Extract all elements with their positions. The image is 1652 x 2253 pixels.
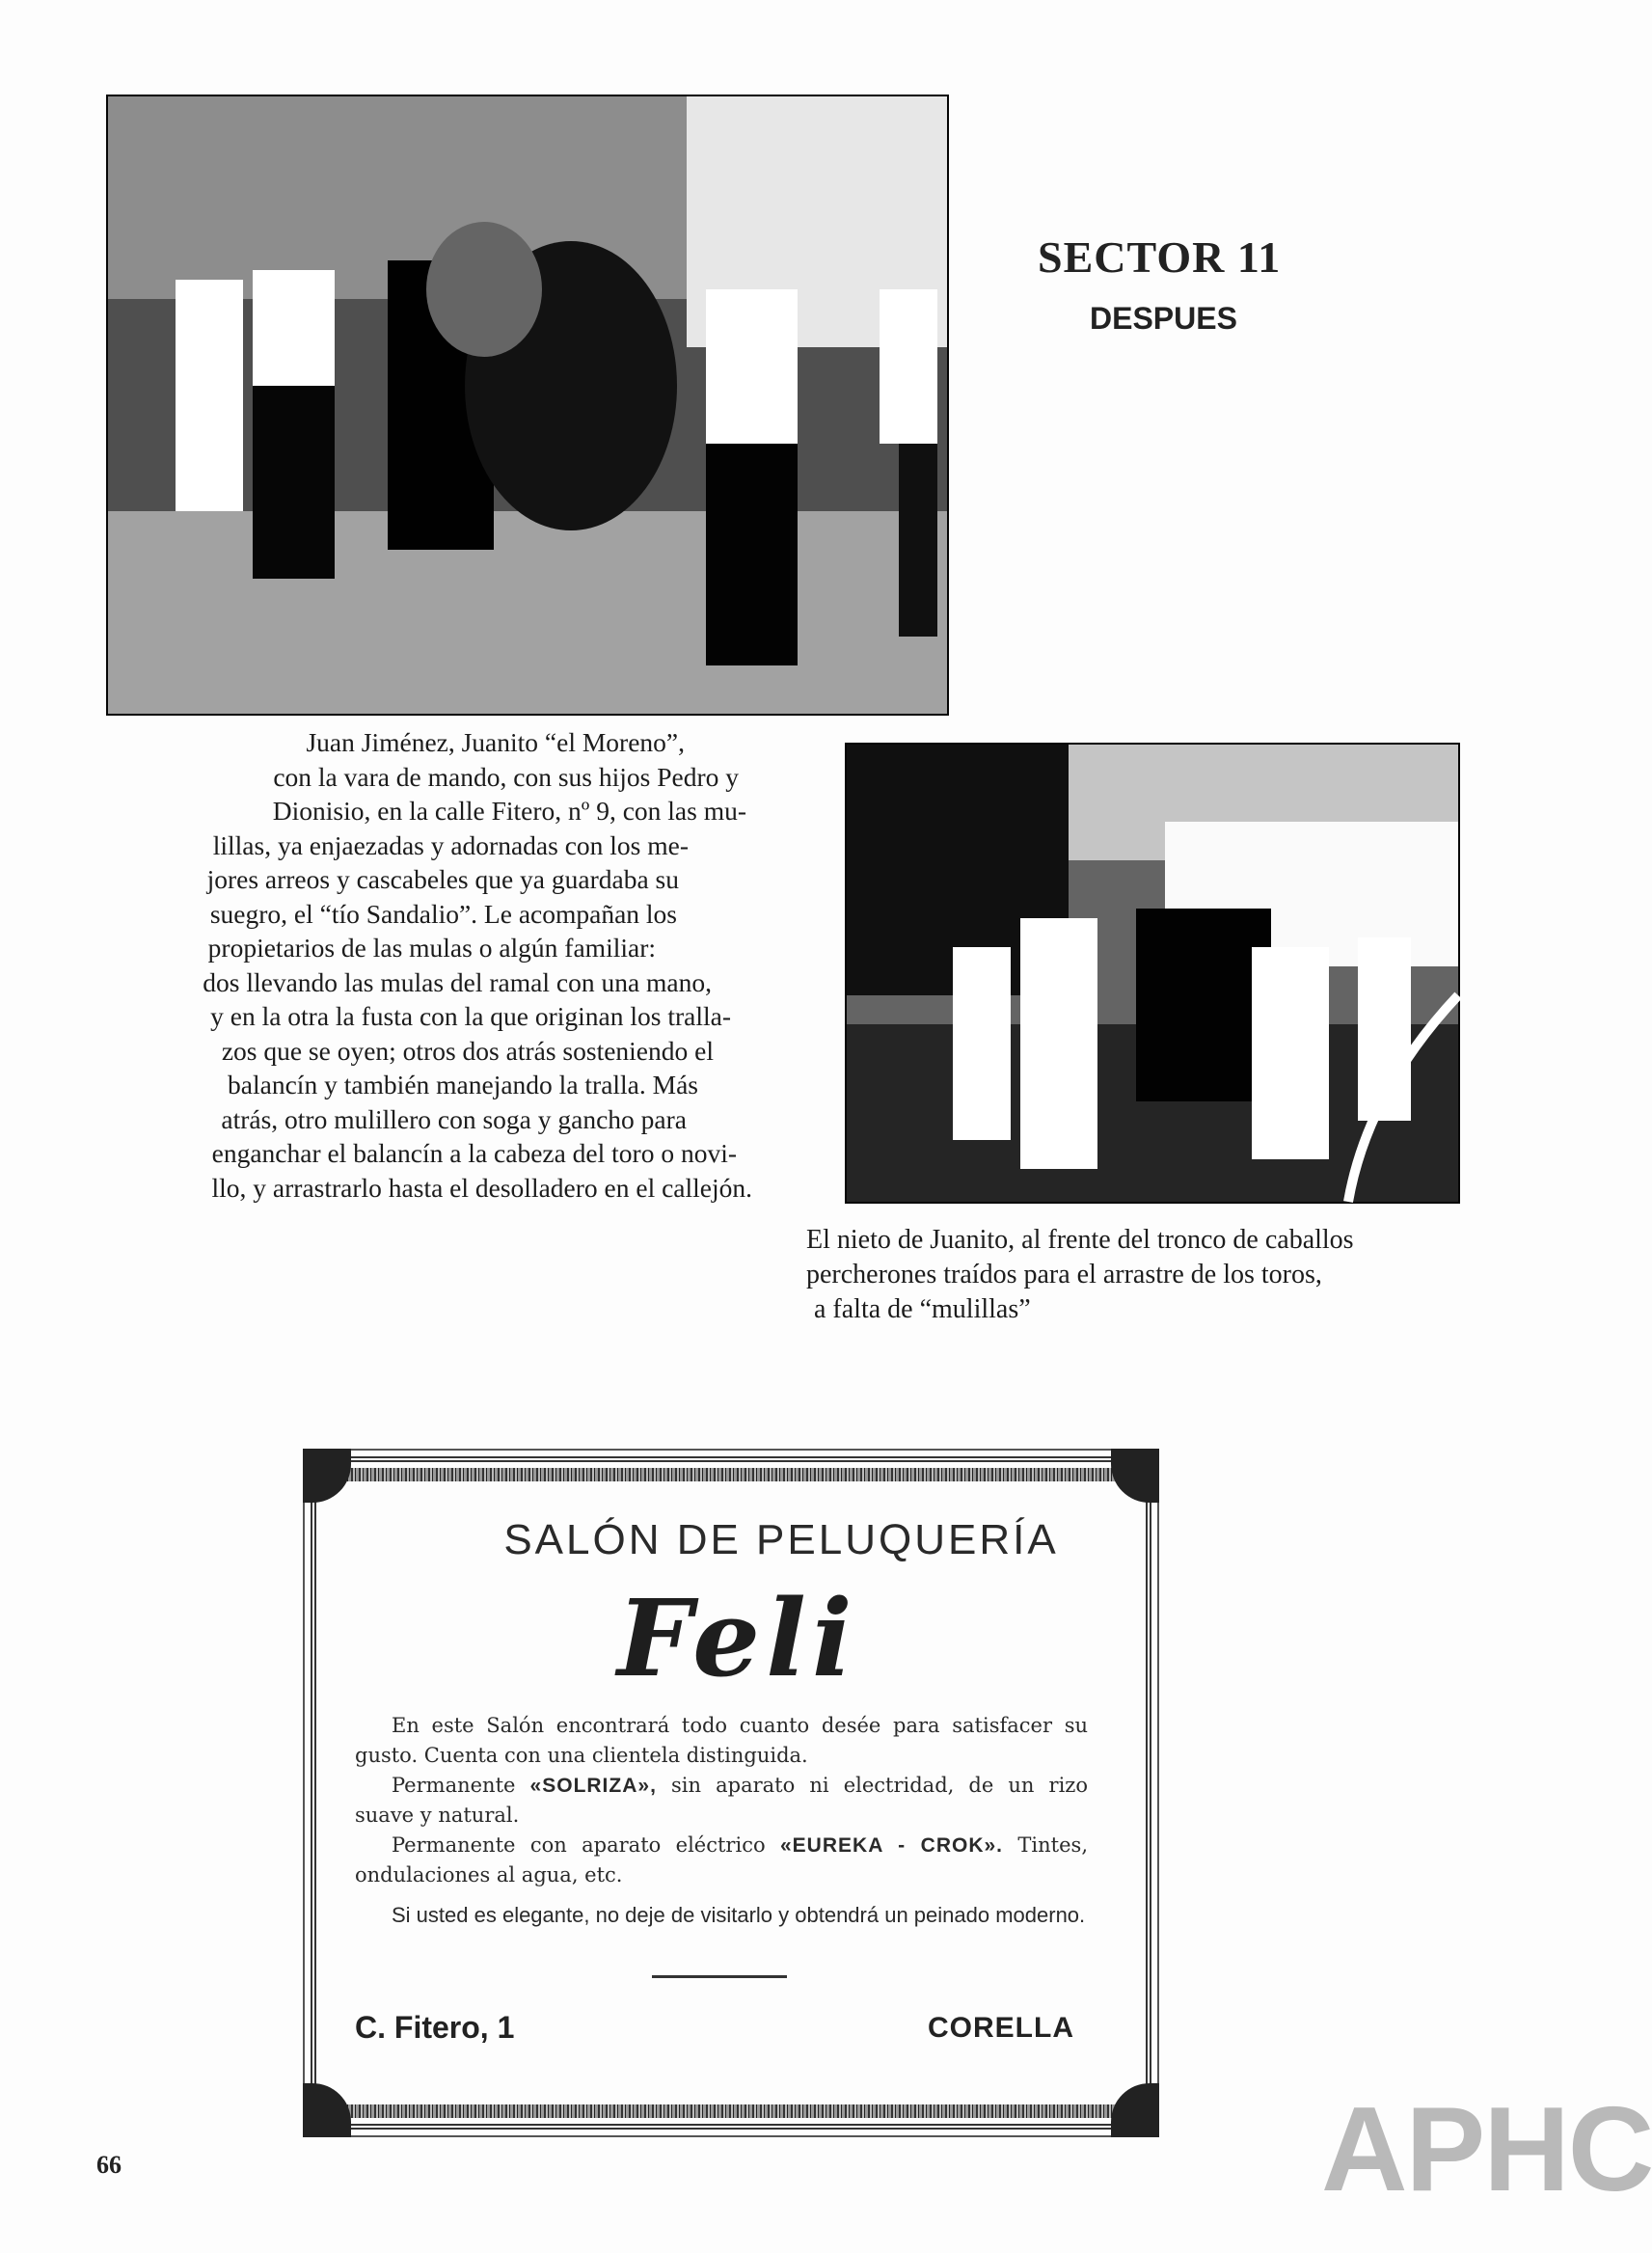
caption-line: percherones traídos para el arrastre de los toros, xyxy=(806,1260,1322,1289)
ad-paragraph xyxy=(355,1771,1088,1831)
ad-text: sin aparato ni electridad, de un rizo suave y natural. xyxy=(355,1774,1089,1827)
ad-top-border xyxy=(336,1468,1126,1481)
photo-mules-juanito-el-moreno xyxy=(106,95,949,716)
ad-heading: SALÓN DE PELUQUERÍA xyxy=(503,1516,1059,1563)
ad-brand-eureka-crok: «EUREKA - CROK». xyxy=(780,1834,1004,1857)
caption-line: suegro, el “tío Sandalio”. Le acompañan los xyxy=(209,898,677,929)
caption-line: llo, y arrastrarlo hasta el desolladero en el callejón. xyxy=(211,1172,752,1203)
caption-line: dos llevando las mulas del ramal con una mano, xyxy=(203,966,712,997)
sector-subtitle: DESPUES xyxy=(1090,301,1237,336)
caption-line: Juan Jiménez, Juanito “el Moreno”, xyxy=(306,727,685,757)
ad-body xyxy=(355,1711,1088,1930)
ad-paragraph xyxy=(355,1831,1088,1890)
photo-percheron-horses xyxy=(845,743,1460,1204)
caption-line: y en la otra la fusta con la que originan los tralla- xyxy=(210,1001,731,1031)
sector-title: SECTOR 11 xyxy=(1038,232,1282,282)
caption-juanito-el-moreno xyxy=(135,725,752,1205)
caption-nieto-de-juanito xyxy=(806,1223,1520,1327)
ad-text: Permanente xyxy=(392,1774,530,1797)
ad-salon-name: Feli xyxy=(617,1576,858,1700)
caption-line: lillas, ya enjaezadas y adornadas con los me- xyxy=(212,829,689,860)
ad-brand-solriza: «SOLRIZA», xyxy=(529,1775,657,1797)
photo-horse-team-square-icon xyxy=(847,745,1458,1202)
caption-line: Dionisio, en la calle Fitero, nº 9, con las mu- xyxy=(272,796,746,826)
ad-divider xyxy=(652,1975,787,1978)
caption-line: zos que se oyen; otros dos atrás sosteniendo el xyxy=(221,1035,714,1066)
caption-line: a falta de “mulillas” xyxy=(814,1294,1031,1324)
ad-corner-ornament-icon xyxy=(303,1449,351,1503)
caption-line: balancín y también manejando la tralla. Más xyxy=(228,1070,698,1099)
ad-corner-ornament-icon xyxy=(1111,1449,1159,1503)
ad-paragraph: Si usted es elegante, no deje de visitarlo y obtendrá un peinado moderno. xyxy=(392,1903,1086,1927)
ad-city: CORELLA xyxy=(928,2012,1074,2044)
page-number: 66 xyxy=(96,2151,122,2179)
caption-line: propietarios de las mulas o algún familiar: xyxy=(207,933,656,963)
caption-line: El nieto de Juanito, al frente del tronco de caballos xyxy=(806,1225,1354,1255)
photo-mule-team-street-icon xyxy=(108,96,947,714)
caption-line: jores arreos y cascabeles que ya guardaba su xyxy=(206,864,679,894)
ad-paragraph: En este Salón encontrará todo cuanto desée para satisfacer su gusto. Cuenta con una clientela distinguida. xyxy=(355,1714,1088,1767)
caption-line: enganchar el balancín a la cabeza del toro o novi- xyxy=(211,1138,737,1168)
caption-line: atrás, otro mulillero con soga y gancho para xyxy=(221,1103,687,1134)
ad-corner-ornament-icon xyxy=(303,2083,351,2137)
ad-corner-ornament-icon xyxy=(1111,2083,1159,2137)
ad-text: Tintes, ondulaciones al agua, etc. xyxy=(355,1833,1088,1887)
ad-text: Permanente con aparato eléctrico xyxy=(392,1833,780,1857)
caption-line: con la vara de mando, con sus hijos Pedro y xyxy=(273,761,739,792)
watermark-logo: APHC xyxy=(1321,2083,1652,2216)
ad-bottom-border xyxy=(336,2104,1126,2118)
ad-address: C. Fitero, 1 xyxy=(355,2010,515,2045)
